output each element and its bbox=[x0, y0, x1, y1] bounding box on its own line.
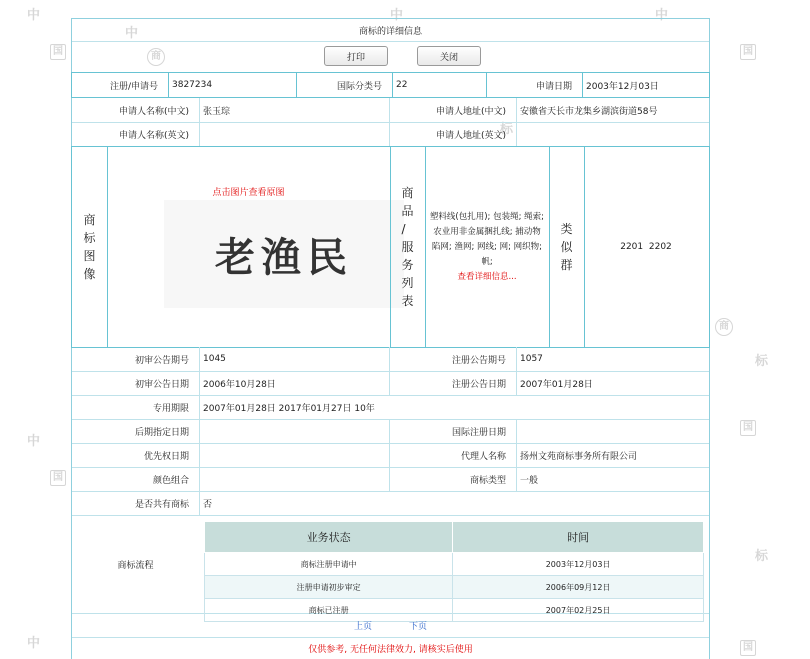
vertical-label-char: 类 bbox=[560, 222, 573, 236]
watermark-glyph: 国 bbox=[740, 640, 756, 656]
applicant-name-cn-value: 张玉琮 bbox=[203, 106, 231, 117]
agent-value: 扬州文苑商标事务所有限公司 bbox=[520, 451, 638, 462]
announce-no-row bbox=[72, 347, 709, 372]
mark-image-cell bbox=[107, 147, 390, 347]
date-label: 申请日期 bbox=[535, 81, 572, 92]
applicant-cn-row bbox=[72, 98, 709, 123]
applicant-addr-cn-label: 申请人地址(中文) bbox=[435, 106, 506, 117]
watermark-glyph: 中 bbox=[125, 26, 139, 41]
page-title: 商标的详细信息 bbox=[358, 26, 422, 37]
priority-date-value bbox=[199, 443, 389, 467]
watermark-glyph: 国 bbox=[740, 44, 756, 60]
vertical-label-char: / bbox=[401, 222, 406, 236]
mark-image-label-text bbox=[83, 211, 95, 283]
color-label: 颜色组合 bbox=[152, 475, 189, 486]
registration-row bbox=[71, 72, 710, 98]
applicant-addr-en-value bbox=[516, 122, 708, 146]
goods-label bbox=[390, 147, 425, 347]
vertical-label-char: 商 bbox=[401, 186, 414, 200]
vertical-label-char: 似 bbox=[560, 240, 573, 254]
applicant-addr-cn-value: 安徽省天长市龙集乡湖滨街道58号 bbox=[520, 106, 658, 117]
goods-list: 塑料线(包扎用); 包装绳; 绳索; 农业用非金属捆扎线; 捕动物陷网; 渔网; 网线; 网; 网织物; 帆; bbox=[429, 211, 545, 267]
similar-value: 2201 2202 bbox=[620, 242, 672, 252]
vertical-label-char: 品 bbox=[401, 204, 414, 218]
watermark-glyph: 国 bbox=[50, 44, 66, 60]
intl-date-label: 国际注册日期 bbox=[451, 427, 506, 438]
trademark-image-text: 老渔民 bbox=[215, 233, 353, 281]
goods-more-link[interactable]: 查看详细信息... bbox=[457, 271, 517, 282]
pager-row bbox=[72, 613, 709, 638]
applicant-name-cn-label: 申请人名称(中文) bbox=[118, 106, 189, 117]
reg-announce-no-value: 1057 bbox=[520, 354, 543, 364]
shared-row bbox=[72, 491, 709, 516]
button-row bbox=[72, 41, 709, 71]
watermark-glyph: 商 bbox=[147, 48, 165, 66]
watermark-glyph: 商 bbox=[715, 318, 733, 336]
flow-time: 2003年12月03日 bbox=[453, 553, 704, 576]
mark-image-row bbox=[71, 146, 710, 348]
watermark-glyph: 标 bbox=[500, 122, 514, 137]
priority-row bbox=[72, 443, 709, 468]
shared-value: 否 bbox=[203, 499, 213, 510]
watermark-glyph: 中 bbox=[655, 8, 669, 23]
color-value bbox=[199, 467, 389, 491]
flow-status: 商标注册申请中 bbox=[205, 553, 453, 576]
vertical-label-char: 表 bbox=[401, 294, 414, 308]
mark-type-value: 一般 bbox=[520, 475, 539, 486]
period-label: 专用期限 bbox=[152, 403, 189, 414]
prelim-no-value: 1045 bbox=[203, 354, 226, 364]
color-row bbox=[72, 467, 709, 492]
goods-label-text bbox=[401, 184, 413, 310]
announce-date-row bbox=[72, 371, 709, 396]
close-button[interactable]: 关闭 bbox=[417, 46, 481, 66]
watermark-glyph: 中 bbox=[27, 636, 41, 651]
watermark-glyph: 中 bbox=[390, 8, 404, 23]
later-row bbox=[72, 419, 709, 444]
vertical-label-char: 图 bbox=[83, 249, 96, 263]
print-button[interactable]: 打印 bbox=[324, 46, 388, 66]
intl-date-value bbox=[516, 419, 708, 443]
period-value: 2007年01月28日 2017年01月27日 10年 bbox=[203, 403, 375, 414]
vertical-label-char: 务 bbox=[401, 258, 414, 272]
agent-label: 代理人名称 bbox=[460, 451, 506, 462]
later-date-value bbox=[199, 419, 389, 443]
reg-announce-no-label: 注册公告期号 bbox=[451, 355, 506, 366]
watermark-glyph: 国 bbox=[50, 470, 66, 486]
flow-status: 商标已注册 bbox=[205, 599, 453, 622]
date-value: 2003年12月03日 bbox=[586, 81, 659, 92]
flow-table bbox=[204, 521, 704, 622]
reg-announce-date-value: 2007年01月28日 bbox=[520, 379, 593, 390]
applicant-name-en-label: 申请人名称(英文) bbox=[118, 130, 189, 141]
priority-date-label: 优先权日期 bbox=[143, 451, 189, 462]
watermark-glyph: 中 bbox=[27, 8, 41, 23]
watermark-glyph: 标 bbox=[755, 549, 769, 564]
flow-col-status: 业务状态 bbox=[205, 522, 453, 553]
title-row bbox=[72, 19, 709, 42]
class-value: 22 bbox=[396, 80, 408, 90]
watermark-glyph: 国 bbox=[740, 420, 756, 436]
image-hint[interactable]: 点击图片查看原图 bbox=[212, 188, 285, 198]
disclaimer-text: 仅供参考, 无任何法律效力, 请核实后使用 bbox=[308, 644, 473, 655]
prelim-date-label: 初审公告日期 bbox=[134, 379, 189, 390]
flow-status: 注册申请初步审定 bbox=[205, 576, 453, 599]
flow-time: 2006年09月12日 bbox=[453, 576, 704, 599]
mark-image-label bbox=[72, 147, 107, 347]
applicant-addr-en-label: 申请人地址(英文) bbox=[435, 130, 506, 141]
later-date-label: 后期指定日期 bbox=[134, 427, 189, 438]
vertical-label-char: 像 bbox=[83, 267, 96, 281]
vertical-label-char: 群 bbox=[560, 258, 573, 272]
flow-row bbox=[72, 515, 709, 614]
similar-label bbox=[549, 147, 584, 347]
vertical-label-char: 服 bbox=[401, 240, 414, 254]
applicant-name-en-value bbox=[199, 122, 389, 146]
goods-cell bbox=[425, 147, 549, 347]
reg-no-value: 3827234 bbox=[172, 80, 213, 90]
next-page-link[interactable]: 下页 bbox=[409, 622, 428, 632]
vertical-label-char: 列 bbox=[401, 276, 414, 290]
flow-table-row bbox=[205, 576, 704, 599]
watermark-glyph: 标 bbox=[755, 354, 769, 369]
prelim-date-value: 2006年10月28日 bbox=[203, 379, 276, 390]
prev-page-link[interactable]: 上页 bbox=[354, 622, 373, 632]
trademark-image[interactable] bbox=[164, 200, 404, 308]
applicant-en-row bbox=[72, 122, 709, 147]
vertical-label-char: 标 bbox=[83, 231, 96, 245]
flow-table-row bbox=[205, 553, 704, 576]
mark-type-label: 商标类型 bbox=[469, 475, 506, 486]
flow-label: 商标流程 bbox=[117, 560, 154, 571]
shared-label: 是否共有商标 bbox=[134, 499, 189, 510]
reg-no-label: 注册/申请号 bbox=[109, 81, 158, 92]
vertical-label-char: 商 bbox=[83, 213, 96, 227]
period-row bbox=[72, 395, 709, 420]
class-label: 国际分类号 bbox=[336, 81, 382, 92]
flow-time: 2007年02月25日 bbox=[453, 599, 704, 622]
similar-label-text bbox=[560, 220, 572, 274]
flow-col-time: 时间 bbox=[453, 522, 704, 553]
disclaimer-row bbox=[72, 637, 709, 659]
watermark-glyph: 中 bbox=[27, 434, 41, 449]
trademark-detail-panel bbox=[71, 18, 710, 659]
reg-announce-date-label: 注册公告日期 bbox=[451, 379, 506, 390]
prelim-no-label: 初审公告期号 bbox=[134, 355, 189, 366]
